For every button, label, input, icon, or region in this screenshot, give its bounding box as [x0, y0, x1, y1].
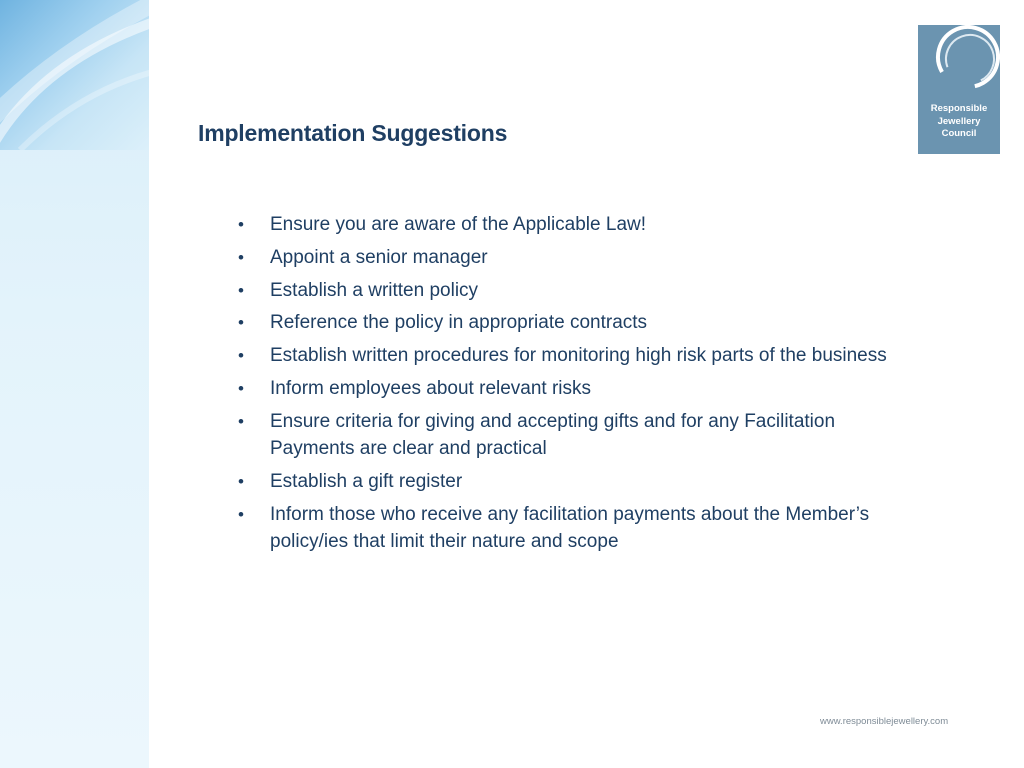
list-item-text: Appoint a senior manager: [270, 246, 488, 268]
list-item: [236, 211, 916, 239]
list-item-text: Inform employees about relevant risks: [270, 377, 592, 399]
logo-line-1: Responsible: [930, 103, 988, 114]
list-item-text: Inform those who receive any facilitation payments about the Member’s policy/ies that limit their nature and scope: [270, 503, 870, 553]
list-item-text: Reference the policy in appropriate contracts: [270, 312, 648, 334]
list-item-text: Ensure you are aware of the Applicable Law!: [270, 214, 647, 235]
list-item: [236, 408, 916, 463]
list-item: [236, 468, 916, 496]
list-item-text: Establish written procedures for monitoring high risk parts of the business: [270, 345, 887, 367]
list-item: [236, 501, 916, 556]
bullet-marker: •: [238, 346, 244, 366]
list-item: [236, 309, 916, 337]
logo-line-3: Council: [941, 128, 977, 139]
bullet-marker: •: [238, 472, 244, 492]
bullet-marker: •: [238, 247, 244, 267]
bullet-marker: •: [238, 378, 244, 398]
logo-line-2: Jewellery: [937, 115, 981, 127]
sidebar-swoosh-graphic: [0, 0, 149, 150]
footer-url: www.responsiblejewellery.com: [820, 716, 949, 727]
bullet-marker: •: [238, 313, 244, 333]
bullet-marker: •: [238, 280, 244, 300]
logo-text: [918, 103, 1000, 141]
rjc-logo: [918, 25, 1000, 154]
slide-title: Implementation Suggestions: [198, 120, 508, 146]
bullet-marker: •: [238, 215, 244, 234]
bullet-marker: •: [238, 411, 244, 431]
list-item-text: Ensure criteria for giving and accepting gifts and for any Facilitation Payments are clear and practical: [270, 410, 836, 460]
bullet-marker: •: [238, 504, 244, 524]
list-item-text: Establish a gift register: [270, 471, 463, 493]
list-item: [236, 342, 916, 370]
list-item: [236, 375, 916, 403]
list-item: [236, 277, 916, 305]
list-item-text: Establish a written policy: [270, 279, 479, 301]
list-item: [236, 244, 916, 272]
bullet-list: [236, 211, 916, 561]
